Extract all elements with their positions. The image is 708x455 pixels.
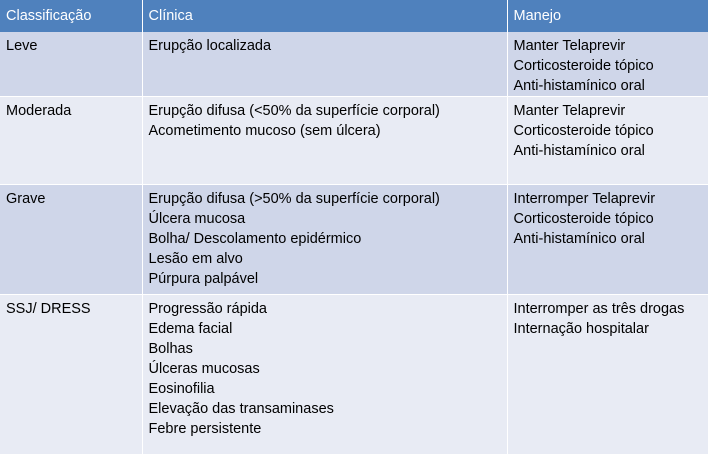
- manejo-line: Anti-histamínico oral: [513, 78, 645, 94]
- clinica-line: Erupção localizada: [148, 38, 272, 54]
- table-row-ssj-dress: [0, 295, 708, 455]
- cell-classificacao: Grave: [0, 185, 142, 295]
- header-clinica: Clínica: [142, 0, 507, 32]
- cell-classificacao: Leve: [0, 32, 142, 97]
- cell-clinica: [142, 97, 507, 185]
- clinica-line: Progressão rápida: [148, 301, 267, 317]
- clinica-line: Edema facial: [148, 321, 233, 337]
- header-classificacao: Classificação: [0, 0, 142, 32]
- clinica-line: Erupção difusa (<50% da superfície corporal): [148, 103, 440, 119]
- clinica-line: Erupção difusa (>50% da superfície corporal): [148, 191, 440, 207]
- cell-classificacao: Moderada: [0, 97, 142, 185]
- manejo-line: Interromper Telaprevir: [513, 191, 656, 207]
- manejo-line: Anti-histamínico oral: [513, 143, 645, 159]
- cell-manejo: [507, 295, 708, 455]
- cell-clinica: [142, 295, 507, 455]
- cell-classificacao: SSJ/ DRESS: [0, 295, 142, 455]
- clinica-line: Febre persistente: [148, 421, 262, 437]
- clinica-line: Lesão em alvo: [148, 251, 243, 267]
- clinica-line: Acometimento mucoso (sem úlcera): [148, 123, 381, 139]
- manejo-line: Manter Telaprevir: [513, 103, 626, 119]
- manejo-line: Corticosteroide tópico: [513, 211, 654, 227]
- manejo-line: Anti-histamínico oral: [513, 231, 645, 247]
- cell-manejo: [507, 97, 708, 185]
- table-row-leve: [0, 32, 708, 97]
- manejo-line: Corticosteroide tópico: [513, 58, 654, 74]
- clinica-line: Úlceras mucosas: [148, 361, 260, 377]
- clinica-line: Bolha/ Descolamento epidérmico: [148, 231, 362, 247]
- manejo-line: Interromper as três drogas: [513, 301, 685, 317]
- table-header-row: [0, 0, 708, 32]
- manejo-line: Manter Telaprevir: [513, 38, 626, 54]
- manejo-line: Internação hospitalar: [513, 321, 649, 337]
- cell-manejo: [507, 32, 708, 97]
- cell-clinica: [142, 32, 507, 97]
- clinica-line: Elevação das transaminases: [148, 401, 334, 417]
- header-manejo: Manejo: [513, 8, 562, 24]
- manejo-line: Corticosteroide tópico: [513, 123, 654, 139]
- clinica-line: Púrpura palpável: [148, 271, 259, 287]
- table-row-moderada: [0, 97, 708, 185]
- table-row-grave: [0, 185, 708, 295]
- cell-clinica: [142, 185, 507, 295]
- clinica-line: Bolhas: [148, 341, 193, 357]
- cell-manejo: [507, 185, 708, 295]
- clinica-line: Úlcera mucosa: [148, 211, 246, 227]
- clinica-line: Eosinofilia: [148, 381, 215, 397]
